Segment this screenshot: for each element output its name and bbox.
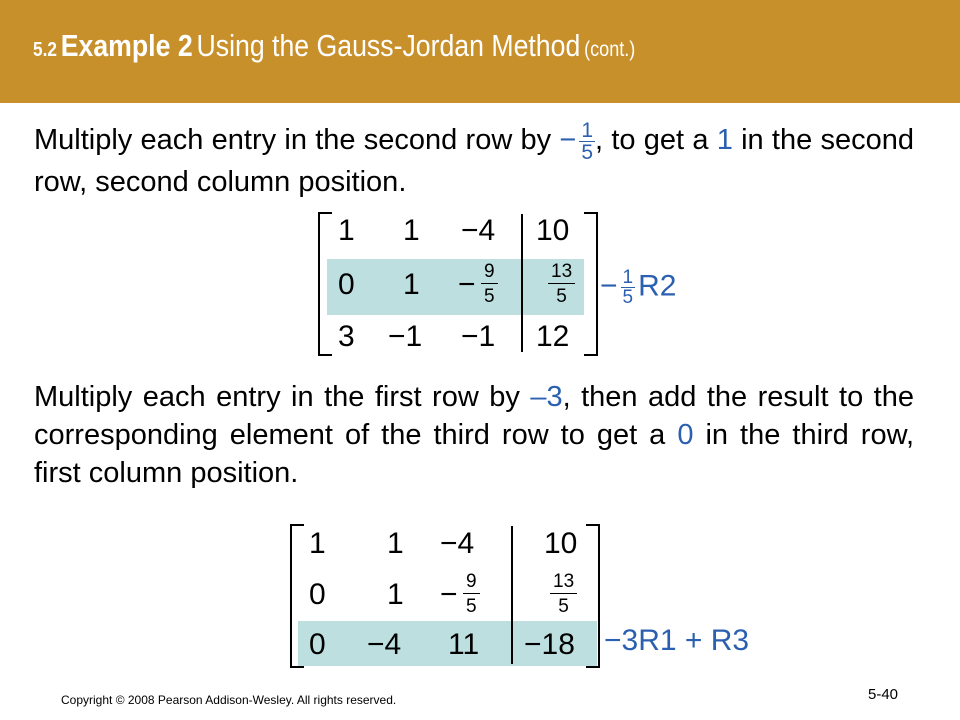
matrix-fraction <box>550 572 577 616</box>
matrix-cell: 12 <box>536 320 570 353</box>
minus-sign: − <box>559 124 577 157</box>
page-number: 5-40 <box>868 686 899 703</box>
instruction-1-text-3: in the second row, second column position. <box>34 124 915 198</box>
matrix-cell: 1 <box>338 214 355 247</box>
instruction-1-text-2: , to get a <box>595 124 717 157</box>
instruction-1 <box>34 120 914 201</box>
matrix-cell: − <box>458 268 476 301</box>
highlight-value: –3 <box>530 381 563 413</box>
matrix-fraction <box>481 262 498 306</box>
matrix-cell: −4 <box>440 527 475 560</box>
augment-bar <box>511 526 513 664</box>
matrix-cell: 1 <box>403 214 420 247</box>
left-bracket <box>318 212 332 356</box>
title-bar <box>0 0 960 103</box>
fraction-numerator: 9 <box>481 262 498 284</box>
title-section: 5.2 <box>33 39 57 61</box>
instruction-2-text: Multiply each entry in the first row by <box>34 381 531 413</box>
fraction-numerator: 1 <box>581 119 594 142</box>
left-bracket <box>290 524 304 668</box>
instruction-2-text-3: in the third row, first column position. <box>34 419 914 489</box>
fraction-multiplier <box>559 119 595 164</box>
augment-bar <box>521 214 523 352</box>
slide-title <box>33 28 635 64</box>
matrix-fraction <box>463 572 480 616</box>
matrix-cell: 0 <box>309 578 326 611</box>
matrix-cell: 3 <box>338 320 355 353</box>
fraction-denominator: 5 <box>581 141 594 164</box>
matrix-fraction <box>548 262 575 306</box>
matrix-cell: 11 <box>448 628 480 661</box>
row-highlight <box>327 259 584 315</box>
matrix-cell: 10 <box>536 214 570 247</box>
instruction-2-text-2: , then add the result to the corresponding element of the third row to get a <box>34 381 914 451</box>
matrix-cell: −4 <box>367 628 402 661</box>
matrix-cell: −18 <box>524 628 575 661</box>
matrix-cell: −1 <box>461 320 496 353</box>
title-text: Using the Gauss-Jordan Method <box>196 28 581 63</box>
matrix-cell: 10 <box>544 527 578 560</box>
fraction-one-fifth <box>579 120 595 163</box>
matrix-cell: 0 <box>309 628 326 661</box>
fraction-one-fifth <box>621 268 636 307</box>
fraction-denominator: 5 <box>622 287 634 308</box>
title-cont: (cont.) <box>584 38 636 61</box>
matrix-cell: −4 <box>461 214 496 247</box>
row-operation-1 <box>600 268 676 307</box>
instruction-2 <box>34 378 914 492</box>
fraction-numerator: 13 <box>550 572 577 594</box>
fraction-denominator: 5 <box>556 286 567 307</box>
matrix-cell: 1 <box>309 527 326 560</box>
operation-label: R2 <box>638 269 677 303</box>
matrix-cell: 1 <box>387 527 404 560</box>
instruction-1-text: Multiply each entry in the second row by <box>34 124 560 157</box>
matrix-cell: −1 <box>388 320 423 353</box>
copyright: Copyright © 2008 Pearson Addison-Wesley. All rights reserved. <box>61 693 397 707</box>
fraction-denominator: 5 <box>558 596 569 617</box>
matrix-cell: 1 <box>387 578 404 611</box>
right-bracket <box>586 524 600 668</box>
highlight-value: 0 <box>677 419 694 451</box>
fraction-numerator: 1 <box>622 267 634 288</box>
fraction-denominator: 5 <box>466 596 477 617</box>
right-bracket <box>584 212 598 356</box>
matrix-cell: − <box>440 578 458 611</box>
fraction-denominator: 5 <box>484 286 495 307</box>
matrix-cell: 1 <box>403 268 420 301</box>
minus-sign: − <box>600 269 618 303</box>
row-operation-2: −3R1 + R3 <box>604 624 750 657</box>
title-example: Example 2 <box>60 28 193 63</box>
fraction-numerator: 13 <box>548 262 575 284</box>
fraction-numerator: 9 <box>463 572 480 594</box>
highlight-value: 1 <box>716 124 733 157</box>
matrix-cell: 0 <box>338 268 355 301</box>
